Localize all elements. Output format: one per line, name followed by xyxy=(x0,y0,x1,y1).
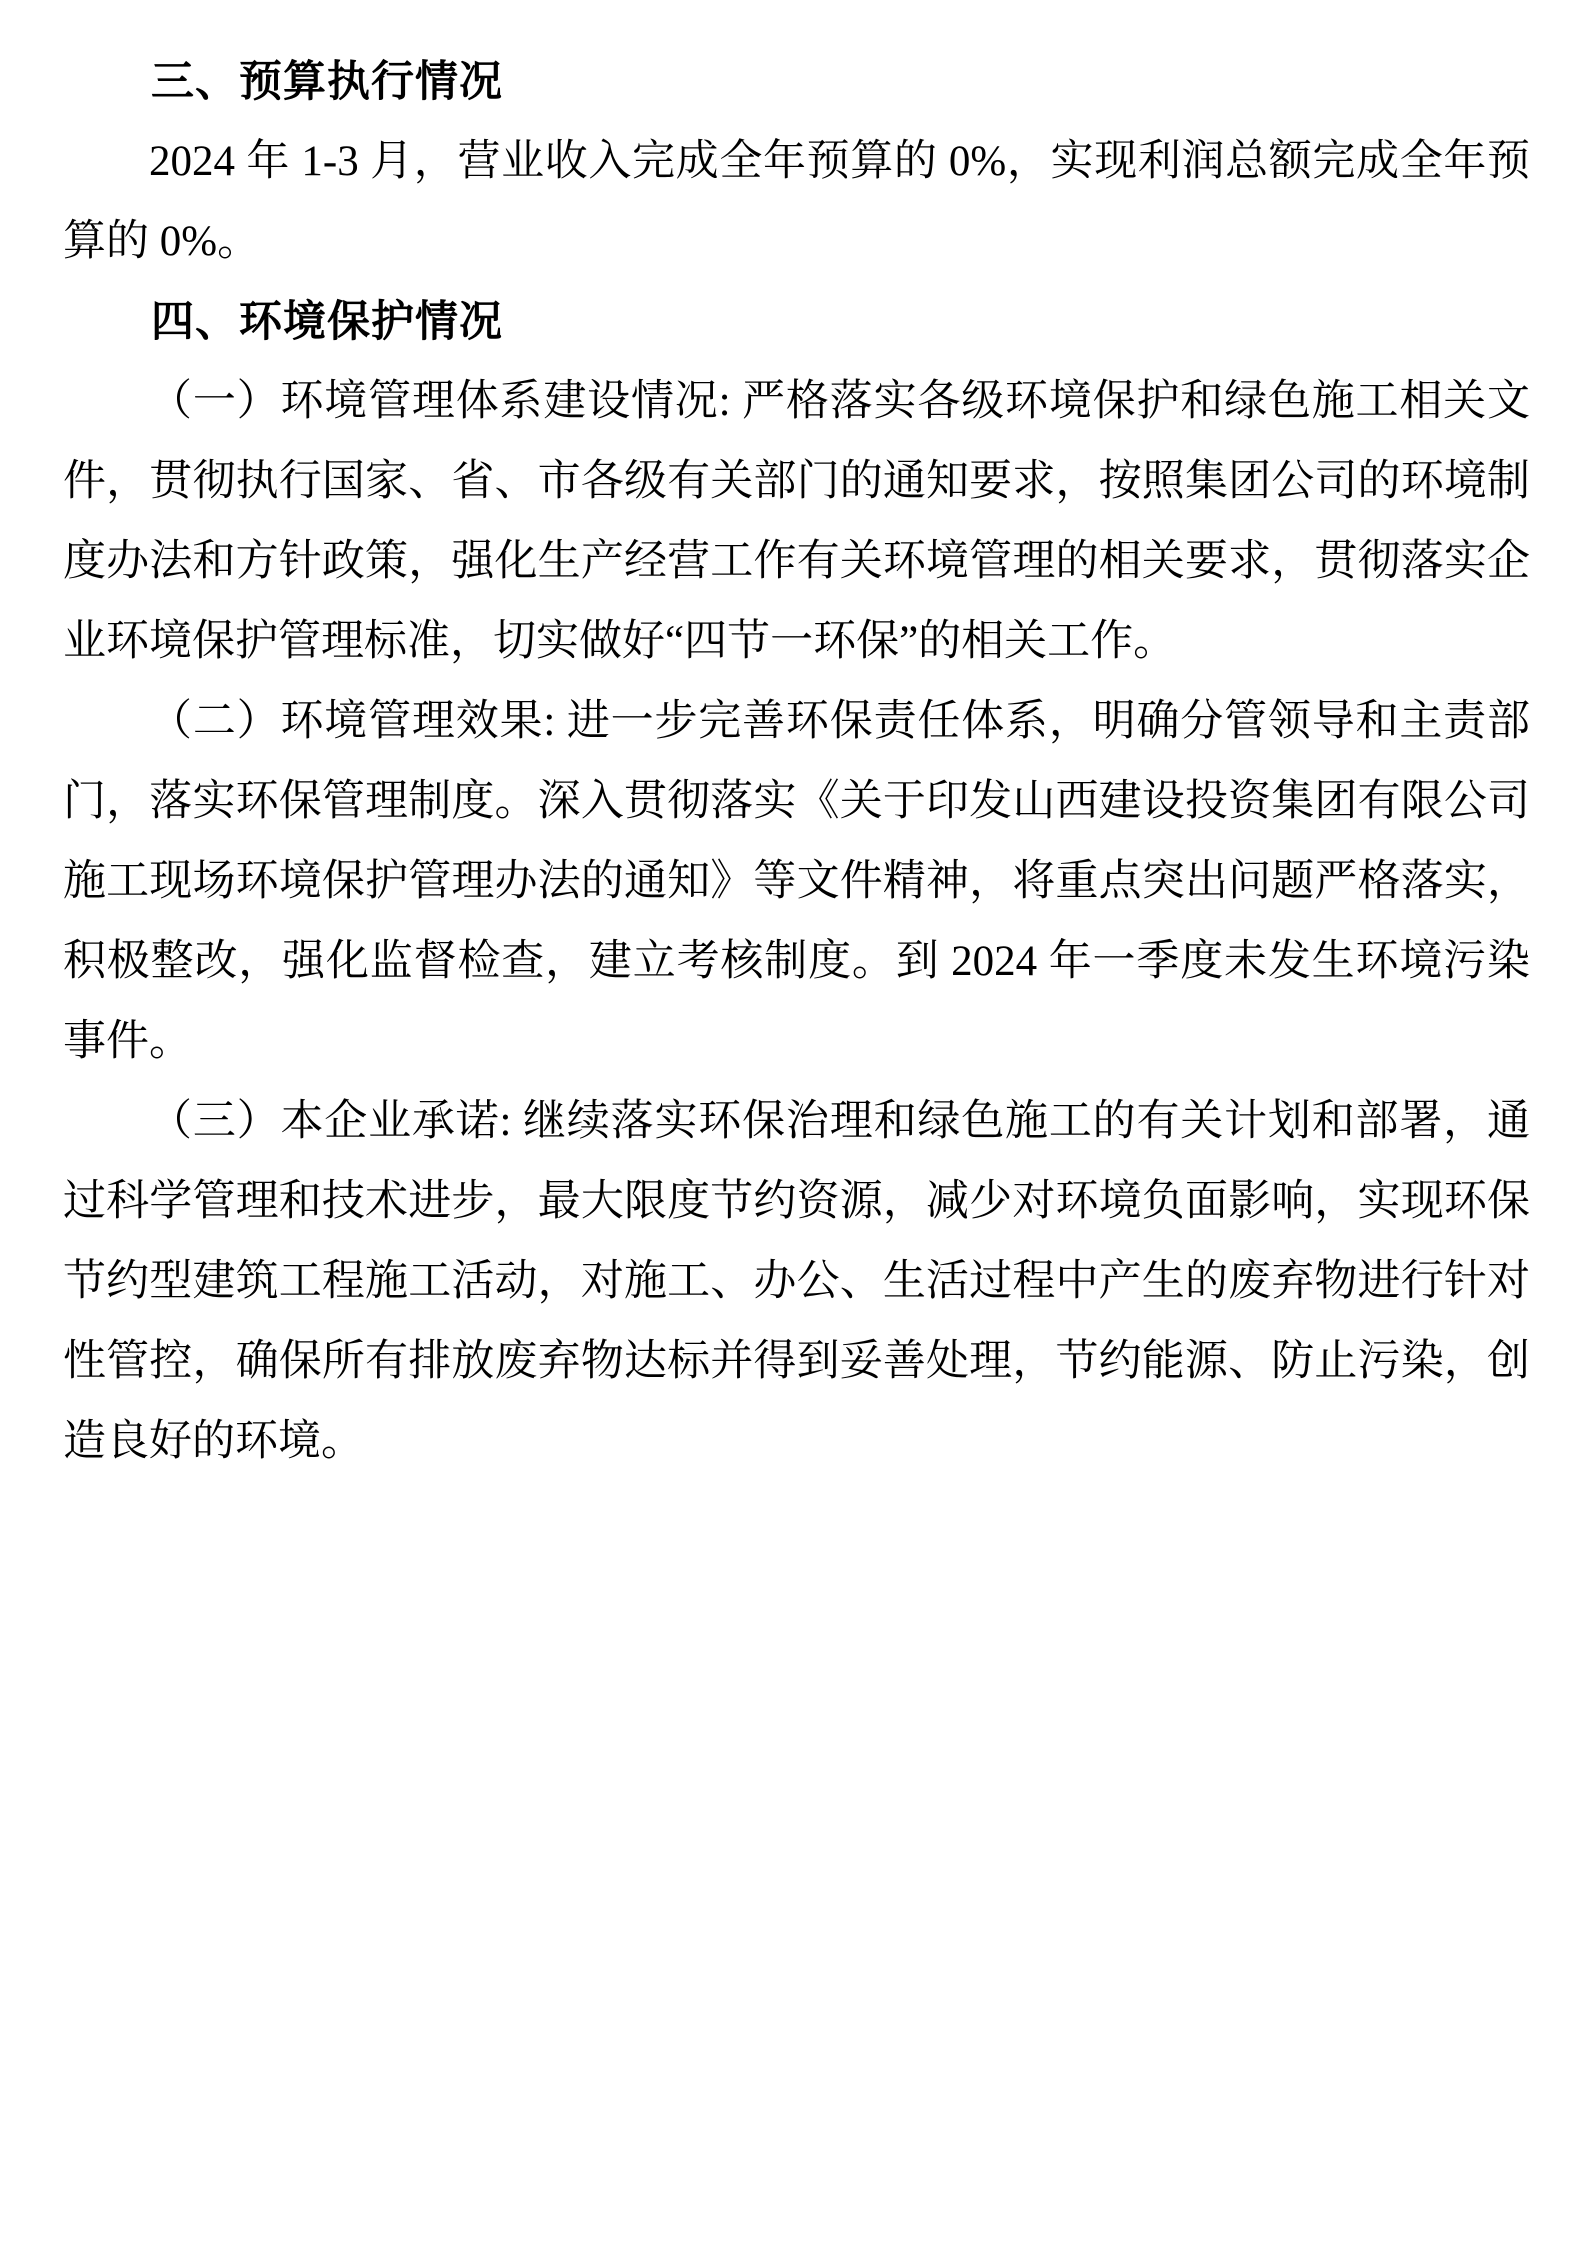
text-line: （三）本企业承诺: 继续落实环保治理和绿色施工的有关计划和部署，通 xyxy=(149,1098,1530,1145)
text-line: 积极整改，强化监督检查，建立考核制度。到 2024 年一季度未发生环境污染 xyxy=(63,938,1530,985)
text-line: 度办法和方针政策，强化生产经营工作有关环境管理的相关要求，贯彻落实企 xyxy=(63,538,1530,585)
text-line: 事件。 xyxy=(63,1018,192,1065)
heading-environment-protection: 四、环境保护情况 xyxy=(151,298,503,346)
text-line: 造良好的环境。 xyxy=(63,1418,364,1465)
text-line: 业环境保护管理标准，切实做好“四节一环保”的相关工作。 xyxy=(63,618,1177,665)
text-line: 性管控，确保所有排放废弃物达标并得到妥善处理，节约能源、防止污染，创 xyxy=(63,1338,1530,1385)
heading-budget-execution: 三、预算执行情况 xyxy=(151,58,503,106)
paragraph-env-management-system xyxy=(63,362,1530,682)
text-line: （二）环境管理效果: 进一步完善环保责任体系，明确分管领导和主责部 xyxy=(149,698,1530,745)
text-line: 2024 年 1-3 月，营业收入完成全年预算的 0%，实现利润总额完成全年预 xyxy=(149,138,1530,185)
text-line: 门，落实环保管理制度。深入贯彻落实《关于印发山西建设投资集团有限公司 xyxy=(63,778,1530,825)
text-line: 施工现场环境保护管理办法的通知》等文件精神，将重点突出问题严格落实， xyxy=(63,858,1530,905)
text-line: 节约型建筑工程施工活动，对施工、办公、生活过程中产生的废弃物进行针对 xyxy=(63,1258,1530,1305)
text-line: 件，贯彻执行国家、省、市各级有关部门的通知要求，按照集团公司的环境制 xyxy=(63,458,1530,505)
text-line: 算的 0%。 xyxy=(63,218,261,265)
text-line: 过科学管理和技术进步，最大限度节约资源，减少对环境负面影响，实现环保 xyxy=(63,1178,1530,1225)
document-content xyxy=(63,42,1530,1482)
paragraph-budget-execution xyxy=(63,122,1530,282)
paragraph-env-management-effect xyxy=(63,682,1530,1082)
paragraph-enterprise-commitment xyxy=(63,1082,1530,1482)
text-line: （一）环境管理体系建设情况: 严格落实各级环境保护和绿色施工相关文 xyxy=(149,378,1530,425)
